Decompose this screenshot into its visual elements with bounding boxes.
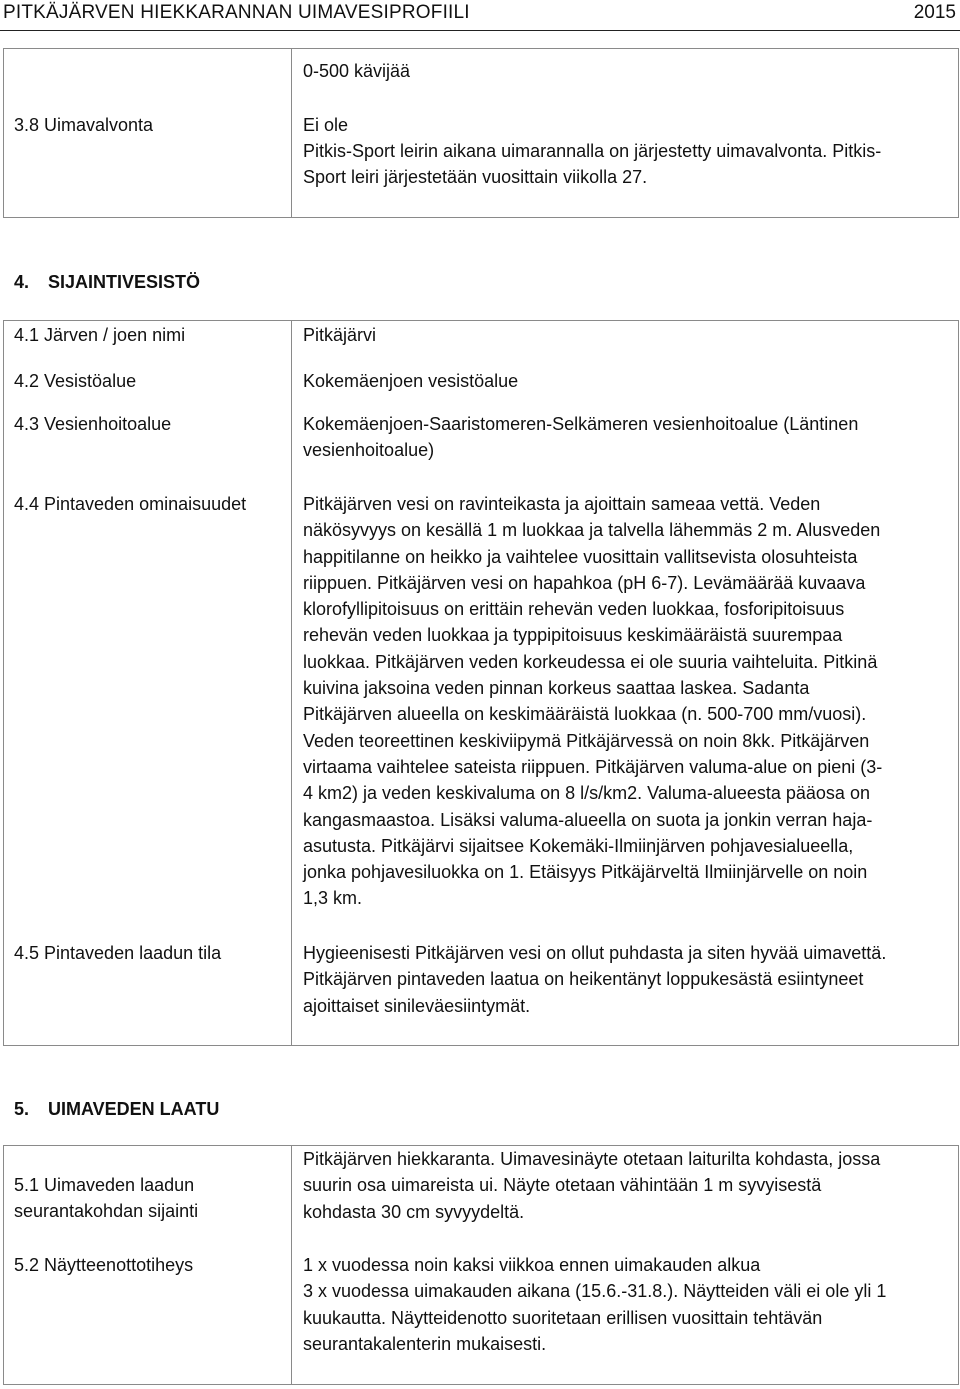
text-line: Veden teoreettinen keskiviipymä Pitkäjärvessä on noin 8kk. Pitkäjärven — [303, 730, 870, 751]
text-line: Pitkäjärven alueella on keskimääräistä luokkaa (n. 500-700 mm/vuosi). — [303, 704, 867, 725]
row-value-4-4 — [303, 491, 882, 912]
text-line: Pitkäjärven vesi on ravinteikasta ja ajoittain sameaa vettä. Veden — [303, 494, 821, 514]
section-title: SIJAINTIVESISTÖ — [48, 272, 201, 292]
page-header — [0, 0, 960, 31]
section-title: UIMAVEDEN LAATU — [48, 1099, 220, 1119]
lifeguard-label: 3.8 Uimavalvonta — [14, 115, 154, 135]
text-line: Pitkäjärven hiekkaranta. Uimavesinäyte otetaan laiturilta kohdasta, jossa — [303, 1149, 881, 1169]
text-line: klorofyllipitoisuus on erittäin rehevän veden luokkaa, fosforipitoisuus — [303, 599, 845, 620]
lifeguard-value-line3: Sport leiri järjestetään vuosittain viikolla 27. — [303, 167, 648, 187]
text-line: rehevän veden luokkaa ja typpipitoisuus keskimääräistä suurempaa — [303, 625, 843, 646]
text-line: happitilanne on heikko ja vaihtelee vuosittain vallitsevista olosuhteista — [303, 546, 858, 567]
text-line: seurantakohdan sijainti — [14, 1201, 199, 1222]
section-heading-4 — [14, 269, 200, 295]
row-label-4-2: 4.2 Vesistöalue — [14, 371, 137, 391]
text-line: kangasmaastoa. Lisäksi valuma-alueella on suota ja jonkin verran haja- — [303, 809, 873, 830]
text-line: luokkaa. Pitkäjärven veden korkeudessa ei ole suuria vaihteluita. Pitkinä — [303, 651, 878, 672]
text-line: riippuen. Pitkäjärven vesi on hapahkoa (pH 6-7). Levämäärää kuvaava — [303, 572, 866, 593]
text-line: Hygieenisesti Pitkäjärven vesi on ollut puhdasta ja siten hyvää uimavettä. — [303, 943, 887, 963]
row-value-4-3-line: Kokemäenjoen-Saaristomeren-Selkämeren vesienhoitoalue (Läntinen — [303, 414, 859, 434]
text-line: 1,3 km. — [303, 888, 363, 909]
row-value-4-2: Kokemäenjoen vesistöalue — [303, 371, 519, 391]
text-line: 4 km2) ja veden keskivaluma on 8 l/s/km2. Valuma-alueesta pääosa on — [303, 783, 870, 804]
row-value-4-1: Pitkäjärvi — [303, 325, 377, 345]
lifeguard-value-line1: Ei ole — [303, 115, 349, 135]
text-line: 1 x vuodessa noin kaksi viikkoa ennen uimakauden alkua — [303, 1255, 761, 1275]
section-number: 5. — [14, 1099, 30, 1119]
row-label-4-5: 4.5 Pintaveden laadun tila — [14, 943, 222, 963]
section-number: 4. — [14, 272, 30, 292]
row-value-5-1 — [303, 1146, 880, 1225]
row-label-4-4: 4.4 Pintaveden ominaisuudet — [14, 494, 247, 514]
row-label-5-1 — [14, 1172, 198, 1225]
text-line: jonka pohjavesiluokka on 1. Etäisyys Pitkäjärveltä Ilmiinjärvelle on noin — [303, 862, 868, 883]
text-line: asutusta. Pitkäjärvi sijaitsee Kokemäki-Ilmiinjärven pohjavesialueella, — [303, 835, 854, 856]
text-line: suurin osa uimareista ui. Näyte otetaan vähintään 1 m syvyisestä — [303, 1175, 822, 1196]
table-section-5-divider — [291, 1145, 292, 1385]
row-label-4-1: 4.1 Järven / joen nimi — [14, 325, 186, 345]
text-line: kohdasta 30 cm syvyydeltä. — [303, 1201, 525, 1222]
row-label-5-2 — [14, 1252, 193, 1278]
row-value-4-3-line: vesienhoitoalue) — [303, 440, 435, 460]
text-line: virtaama vaihtelee sateista riippuen. Pitkäjärven valuma-alue on pieni (3- — [303, 756, 883, 777]
document-title: PITKÄJÄRVEN HIEKKARANNAN UIMAVESIPROFIILI — [3, 2, 470, 23]
text-line: näkösyvyys on kesällä 1 m luokkaa ja talvella lähemmäs 2 m. Alusveden — [303, 520, 881, 541]
table-top-divider — [291, 48, 292, 218]
section-heading-5 — [14, 1096, 219, 1122]
row-value-4-5 — [303, 940, 886, 1019]
text-line: seurantakalenterin mukaisesti. — [303, 1333, 547, 1354]
text-line: 3 x vuodessa uimakauden aikana (15.6.-31.8.). Näytteiden väli ei ole yli 1 — [303, 1281, 887, 1302]
text-line: 5.2 Näytteenottotiheys — [14, 1255, 194, 1275]
row-label-4-3: 4.3 Vesienhoitoalue — [14, 414, 172, 434]
text-line: kuivina jaksoina veden pinnan korkeus saattaa laskea. Sadanta — [303, 678, 810, 699]
text-line: 5.1 Uimaveden laadun — [14, 1175, 195, 1195]
lifeguard-value-line2: Pitkis-Sport leirin aikana uimarannalla on järjestetty uimavalvonta. Pitkis- — [303, 141, 882, 161]
table-section-4-divider — [291, 320, 292, 1046]
text-line: Pitkäjärven pintaveden laatua on heikentänyt loppukesästä esiintyneet — [303, 969, 864, 990]
text-line: kuukautta. Näytteidenotto suoritetaan erillisen vuosittain tehtävän — [303, 1307, 823, 1328]
row-value-5-2 — [303, 1252, 886, 1357]
visitors-value: 0-500 kävijää — [303, 61, 411, 81]
text-line: ajoittaiset sinileväesiintymät. — [303, 995, 531, 1016]
document-year: 2015 — [913, 2, 956, 23]
